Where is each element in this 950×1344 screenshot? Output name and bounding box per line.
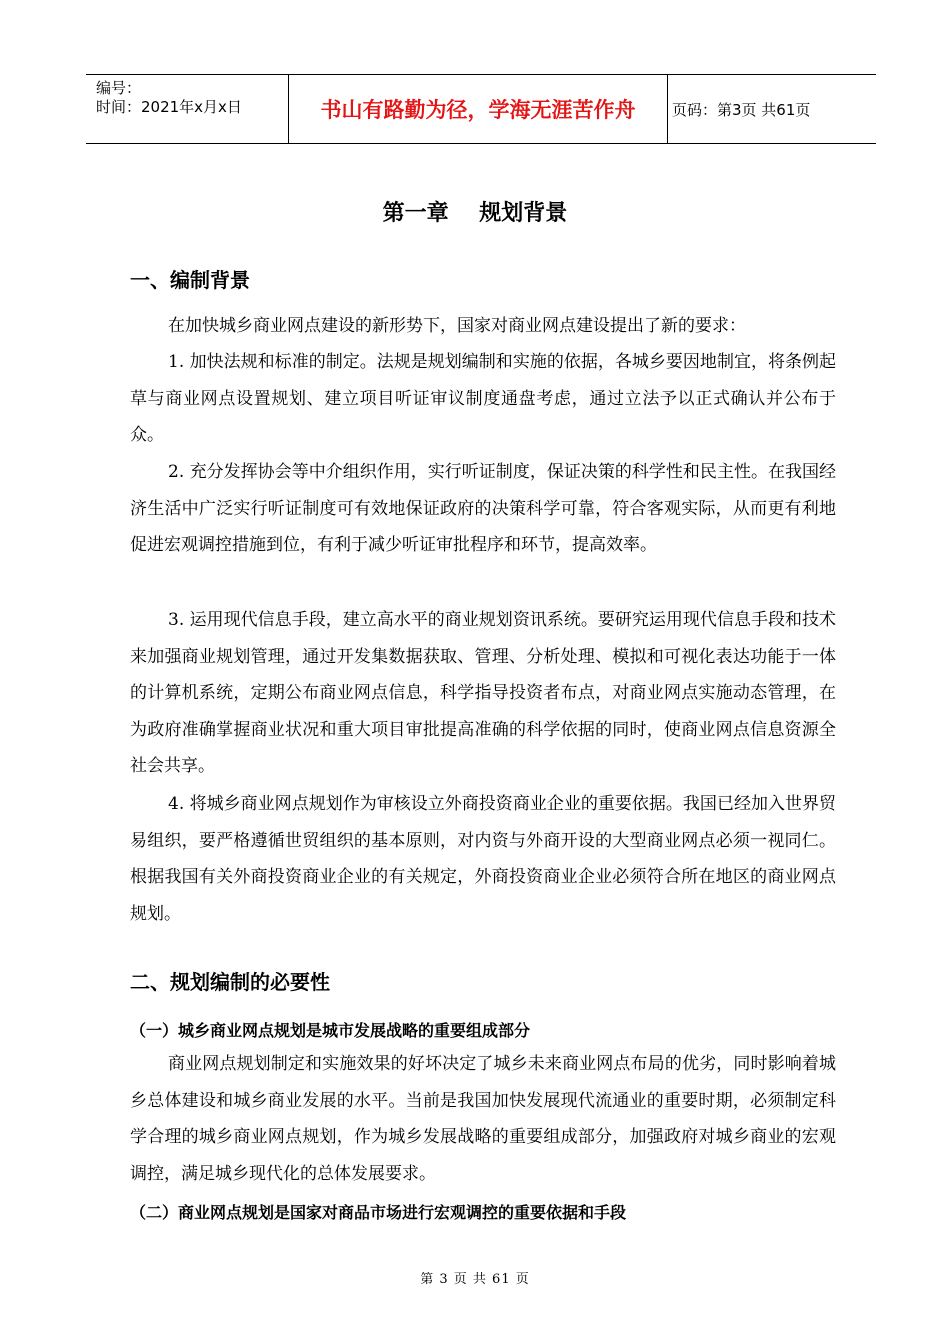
section1-item-2: 2. 充分发挥协会等中介组织作用，实行听证制度，保证决策的科学性和民主性。在我国经济生活中广泛实行听证制度可有效地保证政府的决策科学可靠，符合客观实际，从而更有利地促进宏观调控措施到位，有利于减少听证审批程序和环节，提高效率。 bbox=[130, 462, 836, 555]
header-number: 编号： bbox=[96, 79, 142, 97]
section2-sub2-heading: （二）商业网点规划是国家对商品市场进行宏观调控的重要依据和手段 bbox=[130, 1203, 627, 1222]
section1-heading: 一、编制背景 bbox=[130, 268, 250, 292]
section1-intro: 在加快城乡商业网点建设的新形势下，国家对商业网点建设提出了新的要求： bbox=[168, 316, 746, 336]
header-page-info: 页码：第3页 共61页 bbox=[672, 100, 811, 119]
chapter-title: 第一章 规划背景 bbox=[382, 201, 568, 226]
page-footer: 第 3 页 共 61 页 bbox=[420, 1272, 530, 1287]
section2-heading: 二、规划编制的必要性 bbox=[130, 970, 330, 994]
header-meta bbox=[96, 79, 286, 117]
section1-item-4: 4. 将城乡商业网点规划作为审核设立外商投资商业企业的重要依据。我国已经加入世界贸易组织，要严格遵循世贸组织的基本原则，对内资与外商开设的大型商业网点必须一视同仁。根据我国有关外商投资商业企业的有关规定，外商投资商业企业必须符合所在地区的商业网点规划。 bbox=[130, 794, 836, 924]
section2-sub1-paragraph: 商业网点规划制定和实施效果的好坏决定了城乡未来商业网点布局的优劣，同时影响着城乡总体建设和城乡商业发展的水平。当前是我国加快发展现代流通业的重要时期，必须制定科学合理的城乡商业网点规划，作为城乡发展战略的重要组成部分，加强政府对城乡商业的宏观调控，满足城乡现代化的总体发展要求。 bbox=[130, 1054, 836, 1184]
section1-item-1: 1. 加快法规和标准的制定。法规是规划编制和实施的依据，各城乡要因地制宜，将条例起草与商业网点设置规划、建立项目听证审议制度通盘考虑，通过立法予以正式确认并公布于众。 bbox=[130, 352, 836, 445]
page-header bbox=[86, 74, 876, 144]
section2-sub1-heading: （一）城乡商业网点规划是城市发展战略的重要组成部分 bbox=[130, 1021, 531, 1040]
header-motto: 书山有路勤为径，学海无涯苦作舟 bbox=[288, 75, 668, 143]
header-time: 时间：2021年x月x日 bbox=[96, 98, 242, 116]
section1-item-3: 3. 运用现代信息手段，建立高水平的商业规划资讯系统。要研究运用现代信息手段和技术来加强商业规划管理，通过开发集数据获取、管理、分析处理、模拟和可视化表达功能于一体的计算机系统，定期公布商业网点信息，科学指导投资者布点，对商业网点实施动态管理，在为政府准确掌握商业状况和重大项目审批提高准确的科学依据的同时，使商业网点信息资源全社会共享。 bbox=[130, 610, 836, 776]
